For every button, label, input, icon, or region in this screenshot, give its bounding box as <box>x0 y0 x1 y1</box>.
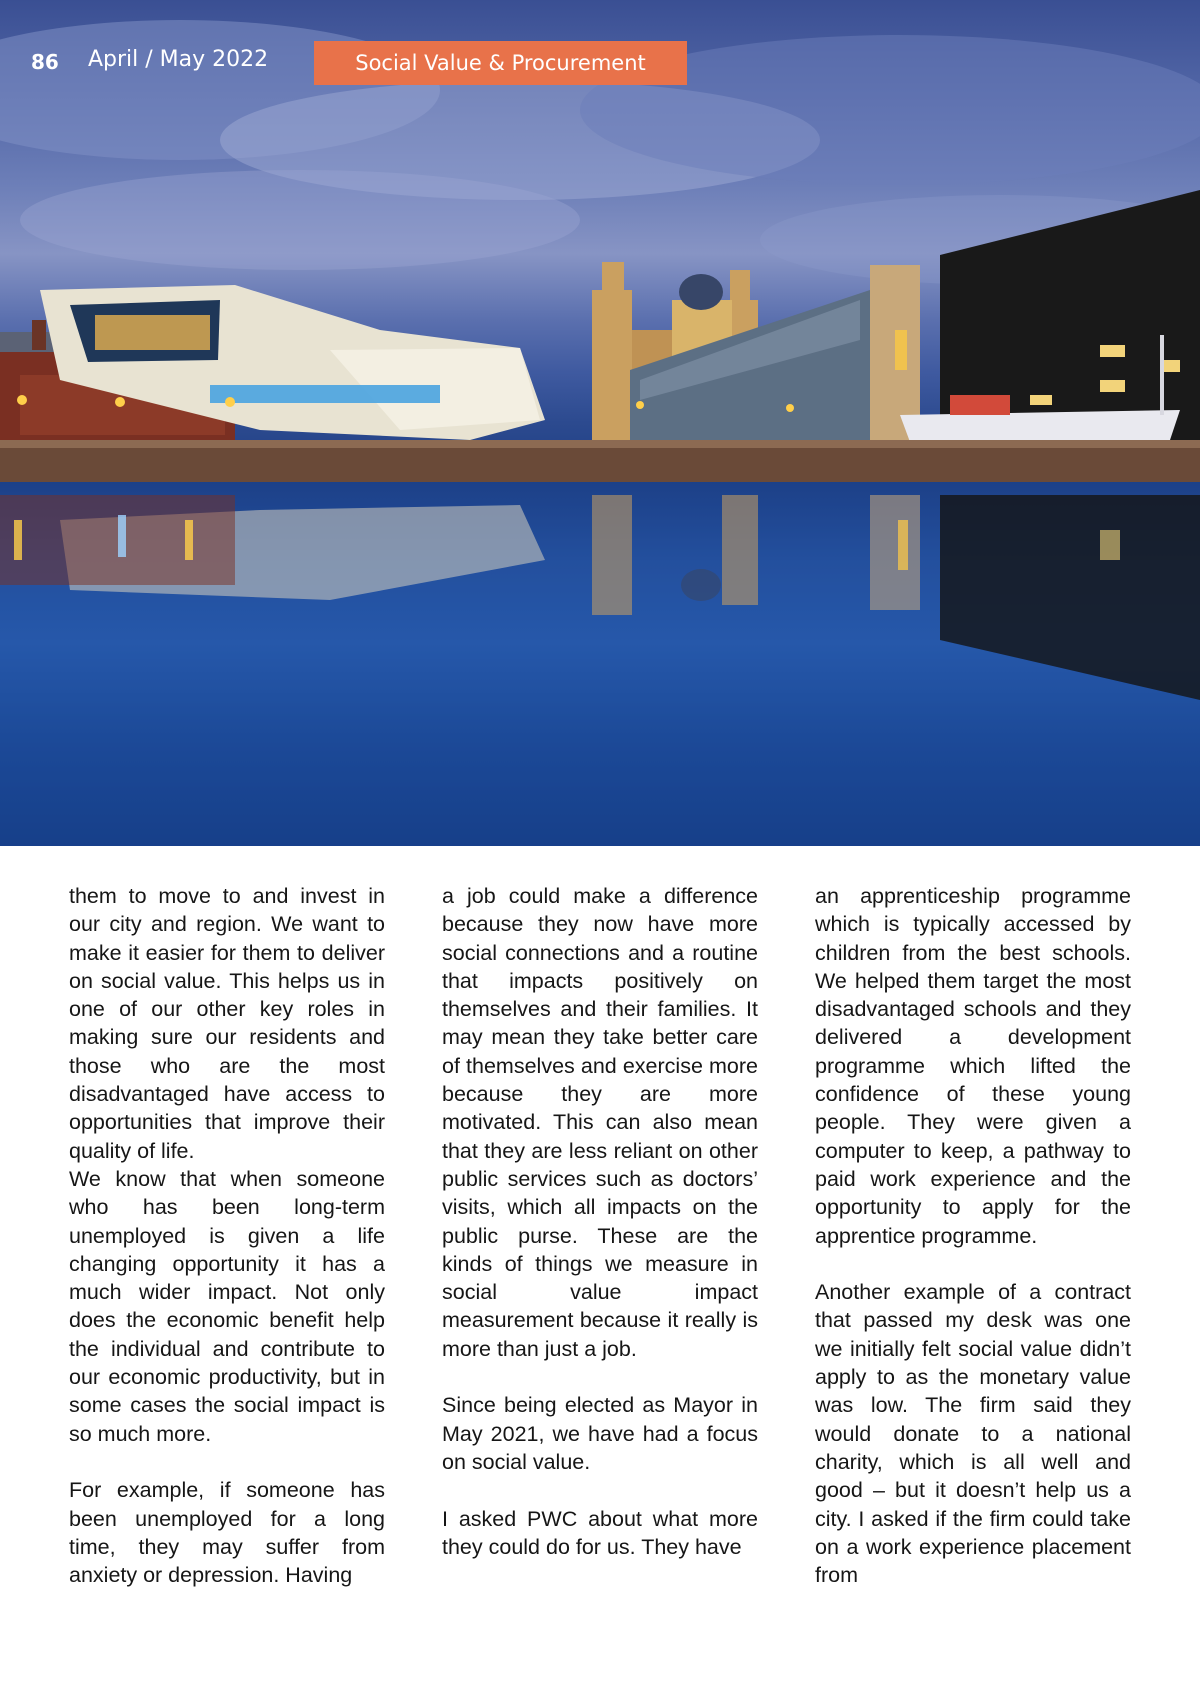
article-column-2 <box>442 882 758 1561</box>
paragraph: an apprenticeship programme which is typically accessed by children from the best schools. We helped them target the most disadvantaged schools and they delivered a development programme which lifted the confidence of these young people. They were given a computer to keep, a pathway to paid work experience and the opportunity to apply for the apprentice programme. <box>815 884 1131 1248</box>
paragraph: For example, if someone has been unemployed for a long time, they may suffer from anxiety or depression. Having <box>69 1478 385 1588</box>
article-column-1 <box>69 882 385 1589</box>
liverpool-waterfront-photo-icon <box>0 0 1200 846</box>
paragraph: them to move to and invest in our city and region. We want to make it easier for them to deliver on social value. This helps us in one of our other key roles in making sure our residents and those who are the most disadvantaged have access to opportunities that improve their quality of life. <box>69 884 385 1163</box>
paragraph: I asked PWC about what more they could do for us. They have <box>442 1506 758 1559</box>
section-tag: Social Value & Procurement <box>314 41 687 85</box>
hero-photo <box>0 0 1200 846</box>
article-column-3 <box>815 882 1131 1589</box>
page-number: 86 <box>31 50 59 74</box>
paragraph: Another example of a contract that passed my desk was one we initially felt social value didn’t apply to as the monetary value was low. The firm said they would donate to a national charity, which is all well and good – but it doesn’t help us a city. I asked if the firm could take on a work experience placement from <box>815 1280 1131 1588</box>
paragraph: a job could make a difference because they now have more social connections and a routine that impacts positively on themselves and their families. It may mean they take better care of themselves and exercise more because they are more motivated. This can also mean that they are less reliant on other public services such as doctors’ visits, which all impacts on the public purse. These are the kinds of things we measure in social value impact measurement because it really is more than just a job. <box>442 884 758 1361</box>
issue-date: April / May 2022 <box>88 47 269 72</box>
paragraph: We know that when someone who has been long-term unemployed is given a life changing opportunity it has a much wider impact. Not only does the economic benefit help the individual and contribute to our economic productivity, but in some cases the social impact is so much more. <box>69 1166 385 1446</box>
paragraph: Since being elected as Mayor in May 2021, we have had a focus on social value. <box>442 1393 758 1474</box>
